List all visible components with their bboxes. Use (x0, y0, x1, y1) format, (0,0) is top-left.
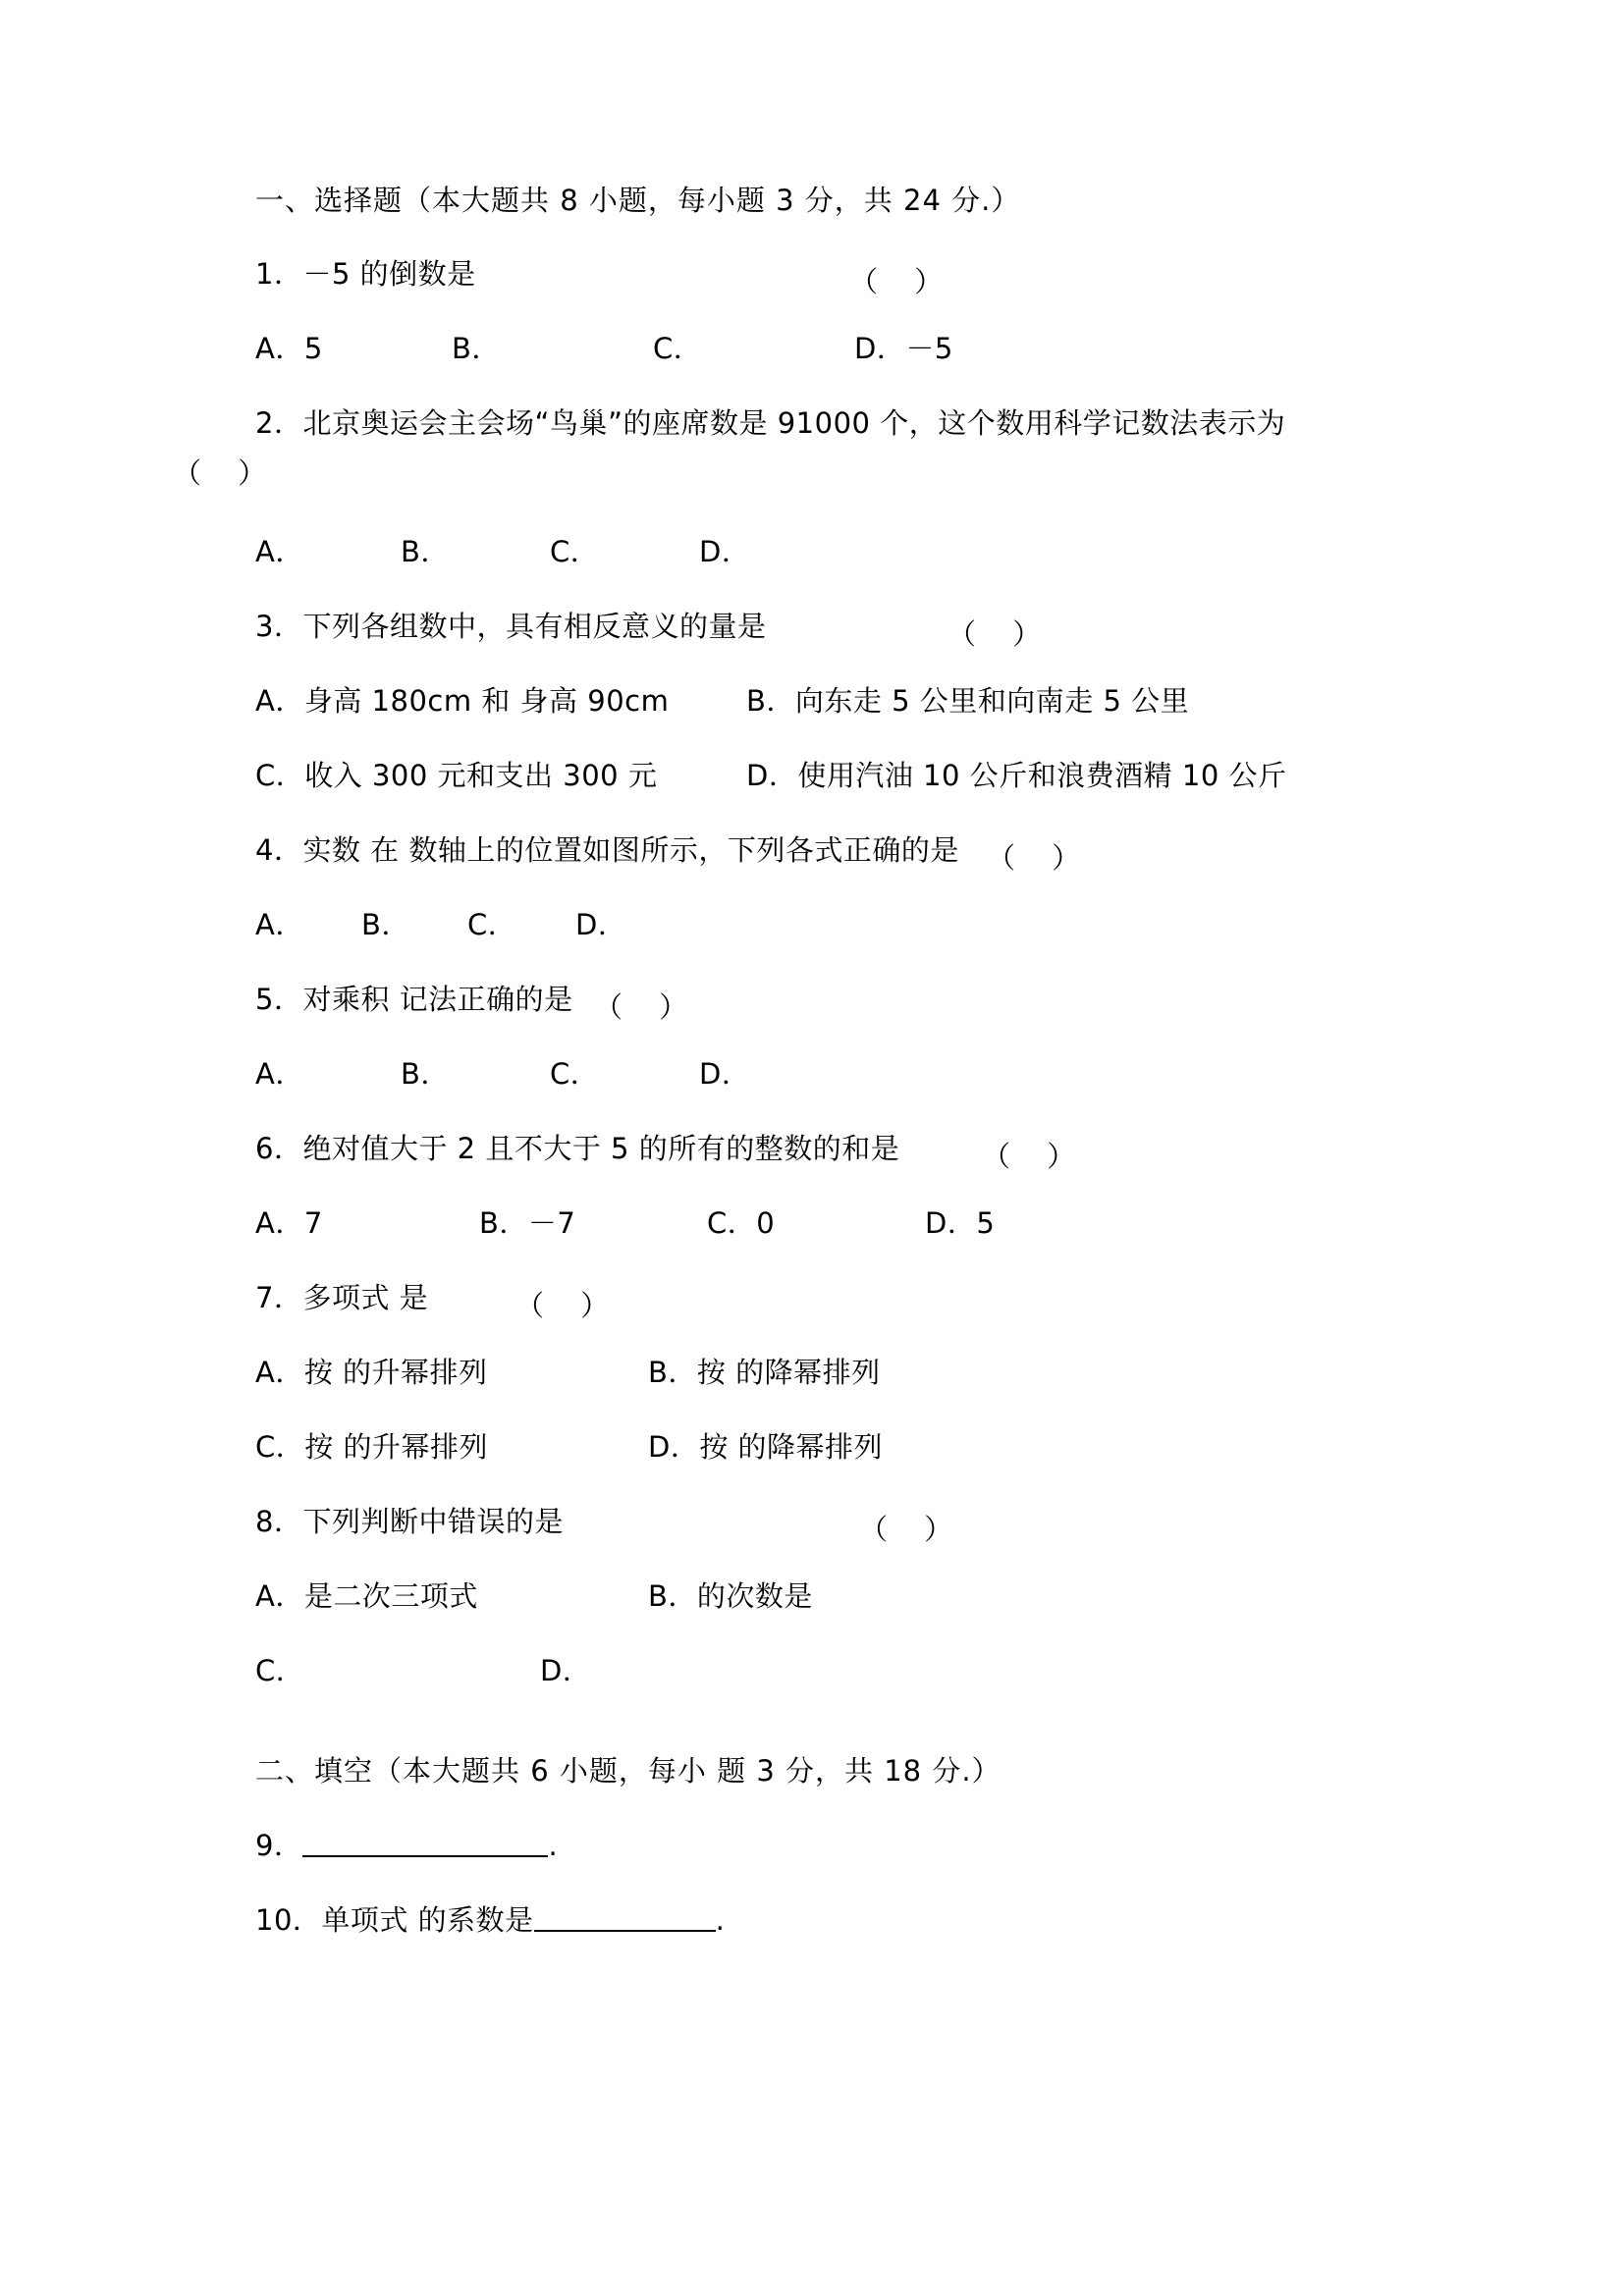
question-8-options-row2 (255, 1654, 1434, 1687)
question-7-stem (255, 1281, 1434, 1322)
question-3-options-row1 (255, 684, 1434, 718)
question-4-stem (255, 833, 1434, 875)
section-1-heading-text: 一、选择题（本大题共 8 小题，每小题 3 分，共 24 分.） (255, 184, 1021, 217)
question-7-stem-text: 7．多项式 是 (255, 1281, 429, 1314)
question-7-options-row2 (255, 1430, 1434, 1464)
question-8-option-a[interactable]: A．是二次三项式 (255, 1579, 478, 1613)
question-5-option-a[interactable]: A． (255, 1057, 304, 1091)
question-3-option-b[interactable]: B．向东走 5 公里和向南走 5 公里 (746, 684, 1190, 718)
question-9-suffix: . (548, 1829, 559, 1862)
question-6-options (255, 1206, 1434, 1240)
question-3-option-c[interactable]: C．收入 300 元和支出 300 元 (255, 759, 658, 792)
question-6-stem (255, 1132, 1434, 1173)
question-10 (255, 1903, 1434, 1937)
question-2-options (255, 535, 1434, 568)
question-4-option-c[interactable]: C． (467, 908, 517, 941)
question-1-option-a[interactable]: A．5 (255, 332, 323, 365)
question-9-prefix: 9． (255, 1829, 303, 1862)
question-3-answer-paren[interactable]: （ ） (947, 617, 1056, 651)
question-4-option-d[interactable]: D． (575, 908, 627, 941)
question-1-answer-paren[interactable]: （ ） (849, 265, 957, 298)
question-5-answer-paren[interactable]: （ ） (594, 990, 702, 1024)
question-5-option-d[interactable]: D． (699, 1057, 751, 1091)
question-6-option-c[interactable]: C．0 (707, 1206, 776, 1240)
question-8-option-b[interactable]: B．的次数是 (648, 1579, 813, 1613)
question-2-stem-text: 2．北京奥运会主会场“鸟巢”的座席数是 91000 个，这个数用科学记数法表示为 (255, 406, 1286, 440)
question-5-option-c[interactable]: C． (550, 1057, 600, 1091)
question-1-options (255, 332, 1434, 365)
question-8-options-row1 (255, 1579, 1434, 1613)
question-3-option-a[interactable]: A．身高 180cm 和 身高 90cm (255, 684, 670, 718)
question-7-option-b[interactable]: B．按 的降幂排列 (648, 1356, 881, 1389)
question-2-stem (255, 406, 1434, 440)
question-5-stem (255, 983, 1434, 1024)
question-8-stem-text: 8．下列判断中错误的是 (255, 1505, 564, 1538)
question-4-stem-text: 4．实数 在 数轴上的位置如图所示，下列各式正确的是 (255, 833, 959, 867)
question-4-options (255, 908, 1434, 941)
question-1-option-b[interactable]: B． (452, 332, 501, 365)
question-5-stem-text: 5．对乘积 记法正确的是 (255, 983, 573, 1016)
question-8-stem (255, 1505, 1434, 1546)
question-2-option-d[interactable]: D． (699, 535, 751, 568)
question-3-stem-text: 3．下列各组数中，具有相反意义的量是 (255, 610, 767, 643)
page-content (173, 184, 1434, 1981)
question-2-option-b[interactable]: B． (401, 535, 450, 568)
question-6-answer-paren[interactable]: （ ） (982, 1140, 1090, 1173)
question-2-answer-paren[interactable]: （ ） (173, 456, 281, 490)
question-3-stem (255, 610, 1434, 651)
question-6-option-d[interactable]: D．5 (925, 1206, 996, 1240)
question-2-option-c[interactable]: C． (550, 535, 600, 568)
question-1-option-c[interactable]: C． (653, 332, 703, 365)
section-heading-fillblank (255, 1754, 1434, 1788)
question-7-options-row1 (255, 1356, 1434, 1389)
question-7-option-d[interactable]: D．按 的降幂排列 (648, 1430, 884, 1464)
question-1-stem (255, 257, 1434, 298)
question-3-options-row2 (255, 759, 1434, 792)
question-7-option-a[interactable]: A．按 的升幂排列 (255, 1356, 488, 1389)
question-4-option-a[interactable]: A． (255, 908, 304, 941)
section-2-heading-text: 二、填空（本大题共 6 小题，每小 题 3 分，共 18 分.） (255, 1754, 1001, 1788)
question-7-option-c[interactable]: C．按 的升幂排列 (255, 1430, 488, 1464)
question-5-options (255, 1057, 1434, 1091)
question-5-option-b[interactable]: B． (401, 1057, 450, 1091)
question-4-option-b[interactable]: B． (361, 908, 410, 941)
question-7-answer-paren[interactable]: （ ） (515, 1289, 623, 1322)
question-10-suffix: . (715, 1903, 726, 1937)
question-2-option-a[interactable]: A． (255, 535, 304, 568)
section-heading-choice (255, 184, 1434, 217)
question-8-option-c[interactable]: C． (255, 1654, 305, 1687)
question-6-option-a[interactable]: A．7 (255, 1206, 323, 1240)
question-8-answer-paren[interactable]: （ ） (859, 1513, 967, 1546)
question-1-stem-text: 1．－5 的倒数是 (255, 257, 476, 291)
question-3-option-d[interactable]: D．使用汽油 10 公斤和浪费酒精 10 公斤 (746, 759, 1287, 792)
question-9-blank-input[interactable] (302, 1834, 548, 1857)
question-8-option-d[interactable]: D． (540, 1654, 592, 1687)
question-9 (255, 1829, 1434, 1862)
question-10-blank-input[interactable] (534, 1908, 716, 1932)
question-1-option-d[interactable]: D．－5 (854, 332, 953, 365)
question-10-prefix: 10．单项式 的系数是 (255, 1903, 534, 1937)
question-6-stem-text: 6．绝对值大于 2 且不大于 5 的所有的整数的和是 (255, 1132, 900, 1165)
question-4-answer-paren[interactable]: （ ） (987, 841, 1095, 875)
question-6-option-b[interactable]: B．－7 (479, 1206, 576, 1240)
